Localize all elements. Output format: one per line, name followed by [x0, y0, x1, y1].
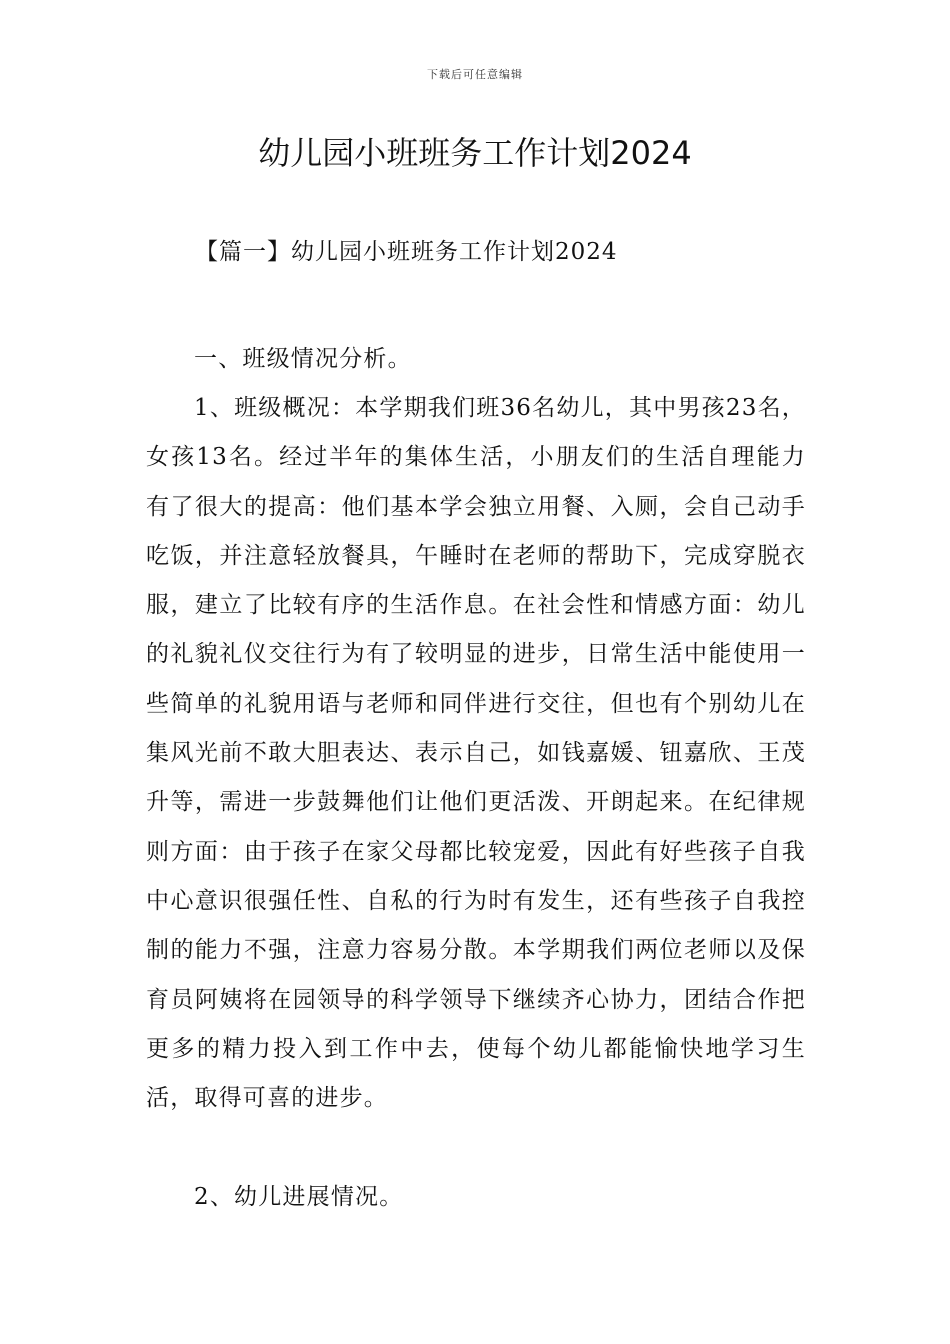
- paragraph-class-overview: 1、班级概况：本学期我们班36名幼儿，其中男孩23名，女孩13名。经过半年的集体生活，小朋友们的生活自理能力有了很大的提高：他们基本学会独立用餐、入厕，会自己动手吃饭，并注意轻放餐具，午睡时在老师的帮助下，完成穿脱衣服，建立了比较有序的生活作息。在社会性和情感方面：幼儿的礼貌礼仪交往行为有了较明显的进步，日常生活中能使用一些简单的礼貌用语与老师和同伴进行交往，但也有个别幼儿在集风光前不敢大胆表达、表示自己，如钱嘉媛、钮嘉欣、王茂升等，需进一步鼓舞他们让他们更活泼、开朗起来。在纪律规则方面：由于孩子在家父母都比较宠爱，因此有好些孩子自我中心意识很强任性、自私的行为时有发生，还有些孩子自我控制的能力不强，注意力容易分散。本学期我们两位老师以及保育员阿姨将在园领导的科学领导下继续齐心协力，团结合作把更多的精力投入到工作中去，使每个幼儿都能愉快地学习生活，取得可喜的进步。: [146, 395, 806, 1112]
- paragraph-child-progress-block: [146, 1173, 806, 1222]
- header-note: 下载后可任意编辑: [427, 68, 523, 81]
- document-title: 幼儿园小班班务工作计划2024: [258, 134, 692, 172]
- paragraph-child-progress: 2、幼儿进展情况。: [194, 1184, 404, 1210]
- heading-class-analysis: 一、班级情况分析。: [194, 346, 412, 372]
- paragraph-class-overview-block: [146, 384, 806, 1123]
- heading-class-analysis-block: [146, 335, 806, 384]
- section-heading: 【篇一】幼儿园小班班务工作计划2024: [195, 239, 618, 265]
